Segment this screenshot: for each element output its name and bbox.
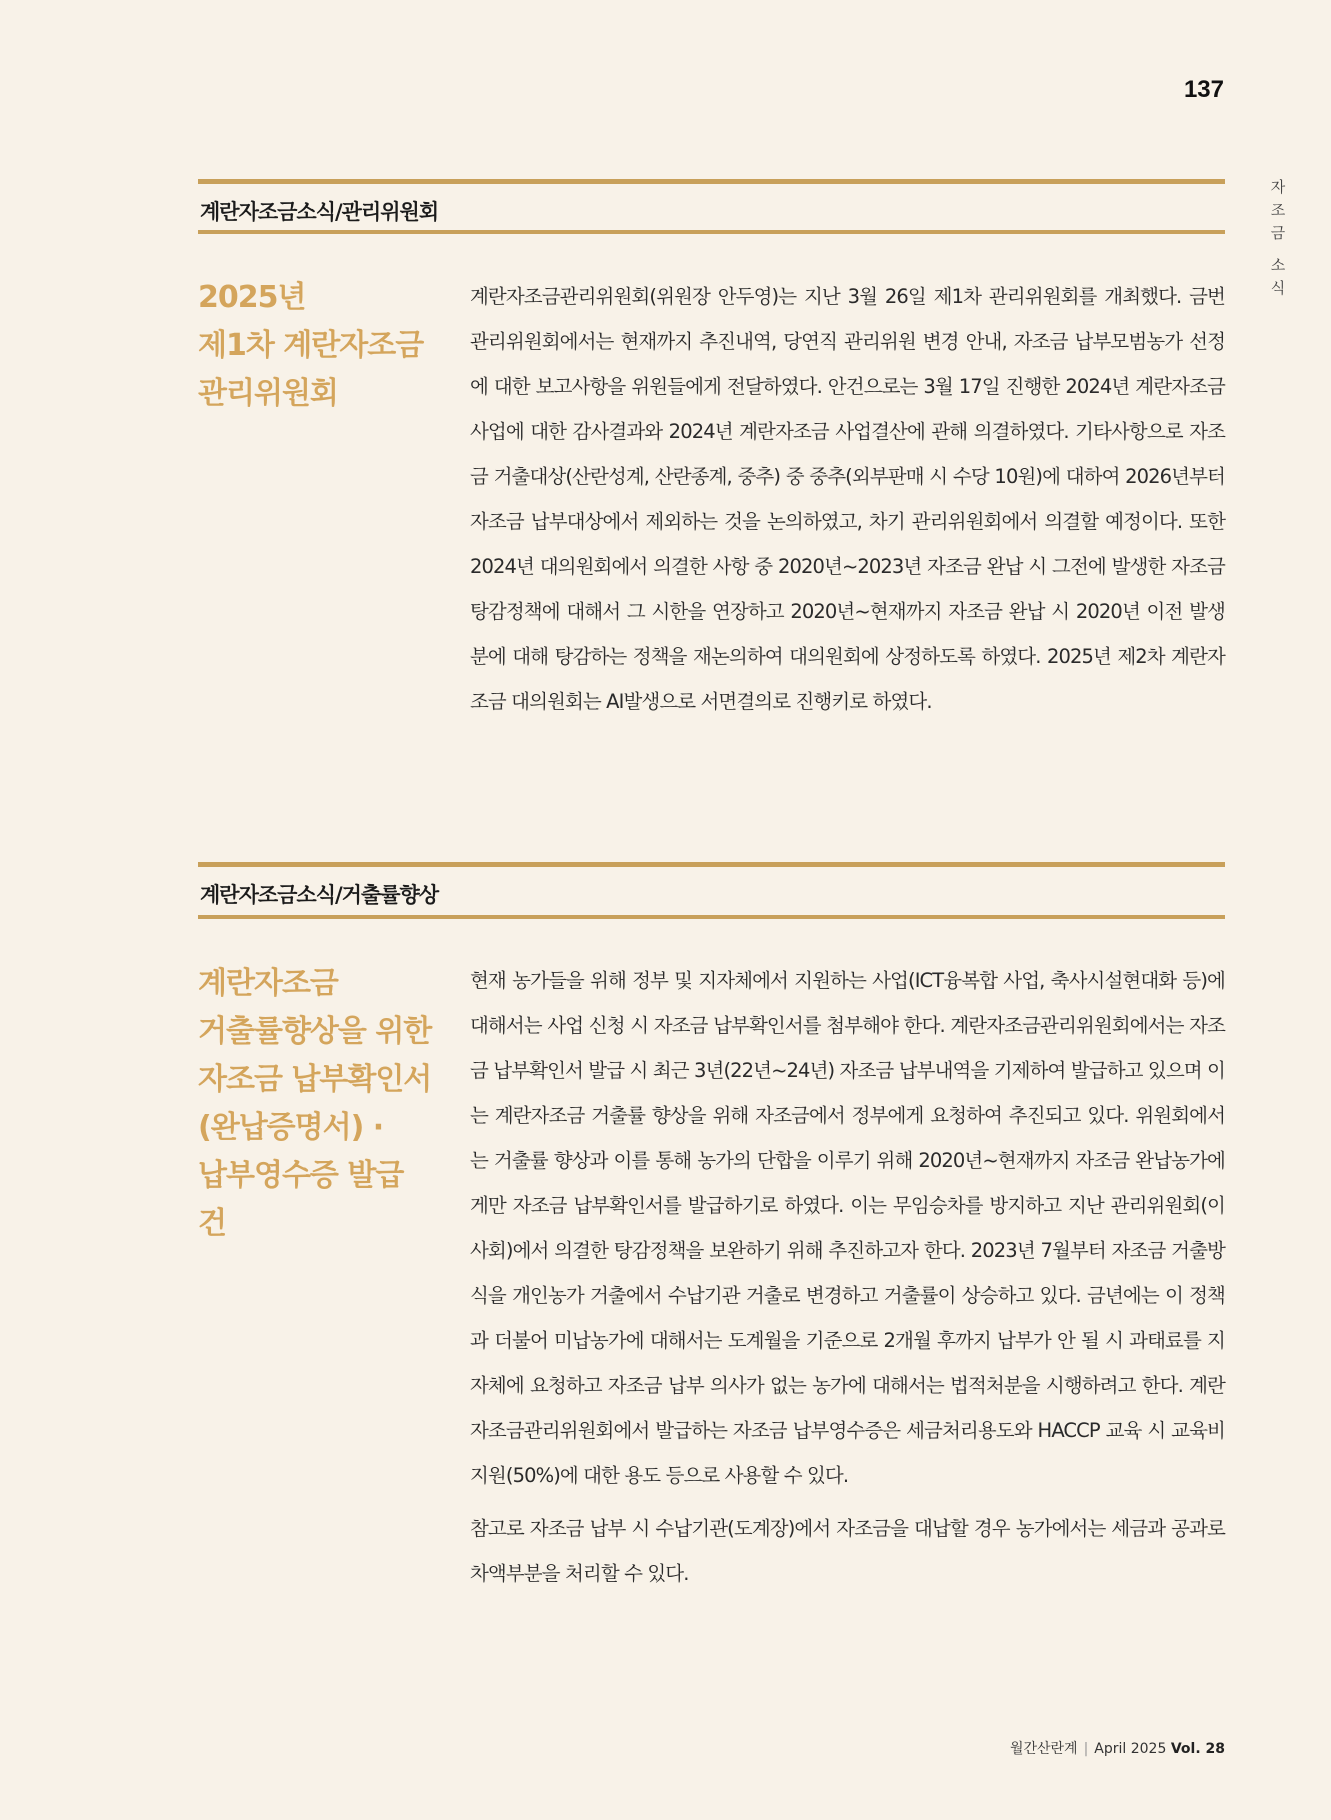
section1-body — [470, 274, 1225, 724]
headline-line: 관리위원회 — [198, 376, 338, 411]
side-tab-char: 소 — [1270, 256, 1286, 274]
section2-body — [470, 958, 1225, 1596]
headline-line: 계란자조금 — [198, 966, 338, 1001]
section1-top-rule — [198, 179, 1225, 184]
headline-line: 자조금 납부확인서 — [198, 1062, 432, 1097]
page-number: 137 — [1183, 76, 1224, 103]
section2-headline — [198, 960, 438, 1248]
headline-line: (완납증명서) · — [198, 1110, 384, 1145]
magazine-name: 월간산란계 — [1009, 1741, 1078, 1757]
headline-line: 2025년 — [198, 280, 306, 315]
section2-label: 계란자조금소식/거출률향상 — [200, 883, 439, 907]
section1-bottom-rule — [198, 230, 1225, 234]
headline-line: 납부영수증 발급 건 — [198, 1158, 404, 1241]
side-tab-char: 자 — [1270, 178, 1286, 196]
body-paragraph: 현재 농가들을 위해 정부 및 지자체에서 지원하는 사업(ICT융복합 사업, 축사시설현대화 등)에 대해서는 사업 신청 시 자조금 납부확인서를 첨부해야 한다. 계란자조금관리위원회에서는 자조금 납부확인서 발급 시 최근 3년(22년~24년) 자조금 납부내역을 기제하여 발급하고 있으며 이는 계란자조금 거출률 향상을 위해 자조금에서 정부에게 요청하여 추진되고 있다. 위원회에서는 거출률 향상과 이를 통해 농가의 단합을 이루기 위해 2020년~현재까지 자조금 완납농가에게만 자조금 납부확인서를 발급하기로 하였다. 이는 무임승차를 방지하고 지난 관리위원회(이사회)에서 의결한 탕감정책을 보완하기 위해 추진하고자 한다. 2023년 7월부터 자조금 거출방식을 개인농가 거출에서 수납기관 거출로 변경하고 거출률이 상승하고 있다. 금년에는 이 정책과 더불어 미납농가에 대해서는 도계월을 기준으로 2개월 후까지 납부가 안 될 시 과태료를 지자체에 요청하고 자조금 납부 의사가 없는 농가에 대해서는 법적처분을 시행하려고 한다. 계란자조금관리위원회에서 발급하는 자조금 납부영수증은 세금처리용도와 HACCP 교육 시 교육비 지원(50%)에 대한 용도 등으로 사용할 수 있다. — [470, 969, 1225, 1487]
issue-date: April 2025 — [1094, 1741, 1167, 1757]
headline-line: 제1차 계란자조금 — [198, 328, 424, 363]
side-tab-char: 금 — [1270, 224, 1286, 242]
body-paragraph: 참고로 자조금 납부 시 수납기관(도계장)에서 자조금을 대납할 경우 농가에서는 세금과 공과로 차액부분을 처리할 수 있다. — [470, 1517, 1225, 1585]
side-tab — [1268, 176, 1288, 300]
page-footer: 월간산란계 | April 2025 Vol. 28 — [1009, 1741, 1225, 1757]
section2-top-rule — [198, 862, 1225, 867]
side-tab-char: 식 — [1270, 279, 1286, 297]
side-tab-char: 조 — [1270, 201, 1286, 219]
section2-bottom-rule — [198, 915, 1225, 919]
body-paragraph: 계란자조금관리위원회(위원장 안두영)는 지난 3월 26일 제1차 관리위원회를 개최했다. 금번 관리위원회에서는 현재까지 추진내역, 당연직 관리위원 변경 안내, 자조금 납부모범농가 선정에 대한 보고사항을 위원들에게 전달하였다. 안건으로는 3월 17일 진행한 2024년 계란자조금 사업에 대한 감사결과와 2024년 계란자조금 사업결산에 관해 의결하였다. 기타사항으로 자조금 거출대상(산란성계, 산란종계, 중추) 중 중추(외부판매 시 수당 10원)에 대하여 2026년부터 자조금 납부대상에서 제외하는 것을 논의하였고, 차기 관리위원회에서 의결할 예정이다. 또한 2024년 대의원회에서 의결한 사항 중 2020년~2023년 자조금 완납 시 그전에 발생한 자조금 탕감정책에 대해서 그 시한을 연장하고 2020년~현재까지 자조금 완납 시 2020년 이전 발생분에 대해 탕감하는 정책을 재논의하여 대의원회에 상정하도록 하였다. 2025년 제2차 계란자조금 대의원회는 AI발생으로 서면결의로 진행키로 하였다. — [470, 285, 1225, 713]
section1-label: 계란자조금소식/관리위원회 — [200, 200, 439, 224]
headline-line: 거출률향상을 위한 — [198, 1014, 432, 1049]
volume-number: Vol. 28 — [1170, 1741, 1225, 1757]
section1-headline — [198, 274, 438, 418]
